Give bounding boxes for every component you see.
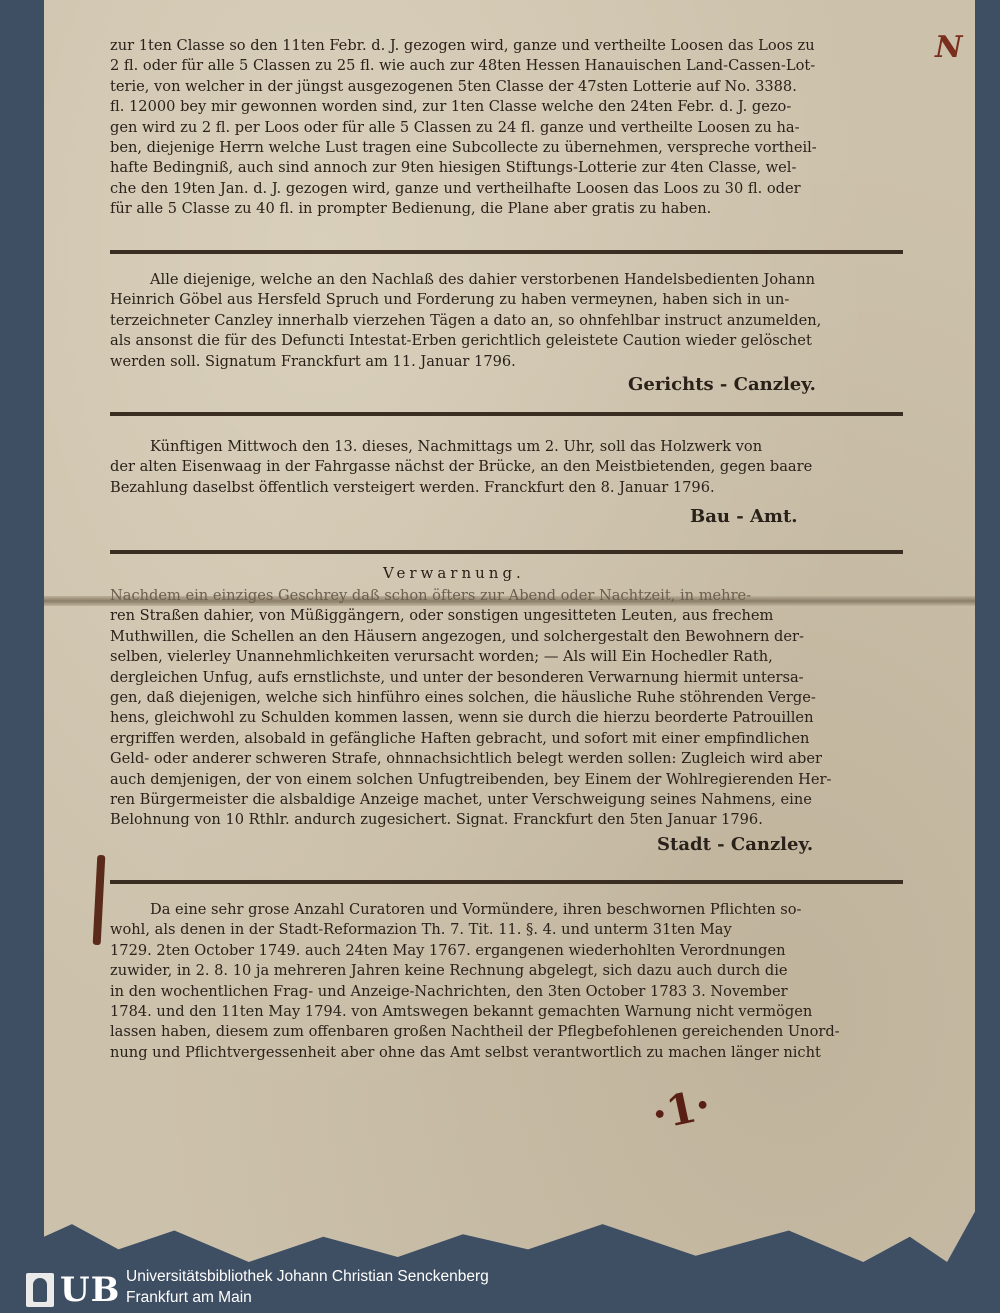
divider-rule [110,550,903,554]
text-line: fl. 12000 bey mir gewonnen worden sind, zur 1ten Classe welche den 24ten Febr. d. J. gezo- [110,98,792,116]
text-line: 1729. 2ten October 1749. auch 24ten May 1767. ergangenen wiederhohlten Verordnungen [110,941,786,959]
text-line: Heinrich Göbel aus Hersfeld Spruch und Forderung zu haben vermeynen, haben sich in un- [110,291,790,309]
notice-lottery [110,36,906,220]
text-line: wohl, als denen in der Stadt-Reformazion Th. 7. Tit. 11. §. 4. und unterm 31ten May [110,921,732,939]
library-logo: UB [60,1270,121,1310]
text-line: ben, diejenige Herrn welche Lust tragen eine Subcollecte zu übernehmen, verspreche vortheil- [110,139,817,157]
notice-auction [110,437,906,498]
text-line: Muthwillen, die Schellen an den Häusern angezogen, und solchergestalt den Bewohnern der- [110,627,804,645]
text-line: nung und Pflichtvergessenheit aber ohne das Amt selbst verantwortlich zu machen länger nicht [110,1043,821,1061]
heading-verwarnung: Verwarnung. [383,564,525,582]
signature-gerichts-canzley: Gerichts - Canzley. [628,374,816,395]
text-line: Künftigen Mittwoch den 13. dieses, Nachmittags um 2. Uhr, soll das Holzwerk von [150,438,763,455]
text-line: lassen haben, diesem zum offenbaren großen Nachtheil der Pflegbefohlenen gereichenden Unord- [110,1023,840,1041]
text-line: selben, vielerley Unannehmlichkeiten verursacht worden; — Als will Ein Hochedler Rath, [110,648,773,666]
text-line: ren Bürgermeister die alsbaldige Anzeige machet, unter Verschweigung seines Nahmens, eine [110,791,812,809]
text-line: zuwider, in 2. 8. 10 ja mehreren Jahren keine Rechnung abgelegt, sich dazu auch durch die [110,962,788,980]
library-seal-icon [26,1273,54,1307]
text-line: in den wochentlichen Frag- und Anzeige-Nachrichten, den 3ten October 1783 3. November [110,982,788,1000]
text-line: che den 19ten Jan. d. J. gezogen wird, ganze und vertheilhafte Loosen das Loos zu 30 fl. oder [110,179,801,197]
text-line: gen wird zu 2 fl. per Loos oder für alle 5 Classen zu 24 fl. ganze und vertheilte Loosen zu ha- [110,118,800,136]
text-line: 2 fl. oder für alle 5 Classen zu 25 fl. wie auch zur 48ten Hessen Hanauischen Land-Cassen-Lot- [110,57,816,75]
footer-institution: Universitätsbibliothek Johann Christian Senckenberg [126,1268,489,1285]
text-line: Alle diejenige, welche an den Nachlaß des dahier verstorbenen Handelsbedienten Johann [150,271,816,288]
signature-bau-amt: Bau - Amt. [690,506,798,527]
text-line: werden soll. Signatum Franckfurt am 11. Januar 1796. [110,352,516,370]
corner-ink-mark: N [935,30,963,65]
text-line: Bezahlung daselbst öffentlich versteigert werden. Franckfurt den 8. Januar 1796. [110,478,715,496]
notice-estate-claims [110,270,906,372]
text-line: ren Straßen dahier, von Müßiggängern, oder sonstigen ungesitteten Leuten, aus frechem [110,607,774,625]
text-line: Nachdem ein einziges Geschrey daß schon öfters zur Abend oder Nachtzeit, in mehre- [110,587,752,604]
text-line: gen, daß diejenigen, welche sich hinführo eines solchen, die häusliche Ruhe stöhrenden Verge- [110,689,816,707]
divider-rule [110,412,903,416]
signature-stadt-canzley: Stadt - Canzley. [657,834,814,855]
text-line: dergleichen Unfug, aufs ernstlichste, und unter der besonderen Verwarnung hiermit untersa- [110,668,804,686]
text-line: terie, von welcher in der jüngst ausgezogenen 5ten Classe der 47sten Lotterie auf No. 3388. [110,77,797,95]
text-line: der alten Eisenwaag in der Fahrgasse nächst der Brücke, an den Meistbietenden, gegen baare [110,458,813,476]
text-line: Da eine sehr grose Anzahl Curatoren und Vormündere, ihren beschwornen Pflichten so- [150,901,802,918]
text-line: Belohnung von 10 Rthlr. andurch zugesichert. Signat. Franckfurt den 5ten Januar 1796. [110,811,763,829]
text-line: zur 1ten Classe so den 11ten Febr. d. J. gezogen wird, ganze und vertheilte Loosen das Loos zu [110,37,815,54]
text-line: Geld- oder anderer schweren Strafe, ohnnachsichtlich belegt werden sollen: Zugleich wird aber [110,750,822,768]
text-line: hafte Bedingniß, auch sind annoch zur 9ten hiesigen Stiftungs-Lotterie zur 4ten Classe, wel- [110,159,797,177]
notice-guardians [110,900,906,1063]
text-line: terzeichneter Canzley innerhalb vierzehen Tägen a dato an, so ohnfehlbar instruct anzumelden, [110,311,822,329]
text-line: 1784. und den 11ten May 1794. von Amtswegen bekannt gemachten Warnung nicht vermögen [110,1003,813,1021]
footer-location: Frankfurt am Main [126,1289,252,1306]
text-line: für alle 5 Classe zu 40 fl. in prompter Bedienung, die Plane aber gratis zu haben. [110,200,712,218]
divider-rule [110,880,903,884]
text-line: auch demjenigen, der von einem solchen Unfugtreibenden, bey Einem der Wohlregierenden Her- [110,770,832,788]
divider-rule [110,250,903,254]
notice-warning [110,586,906,831]
text-line: ergriffen werden, alsobald in gefängliche Haften gebracht, und sofort mit einer empfindlichen [110,729,810,747]
text-line: als ansonst die für des Defuncti Intestat-Erben gerichtlich geleistete Caution wieder gelöschet [110,332,812,350]
handwritten-ink-mark: ·1· [647,1079,715,1140]
text-line: hens, gleichwohl zu Schulden kommen lassen, wenn sie durch die hierzu beorderte Patrouillen [110,709,814,727]
